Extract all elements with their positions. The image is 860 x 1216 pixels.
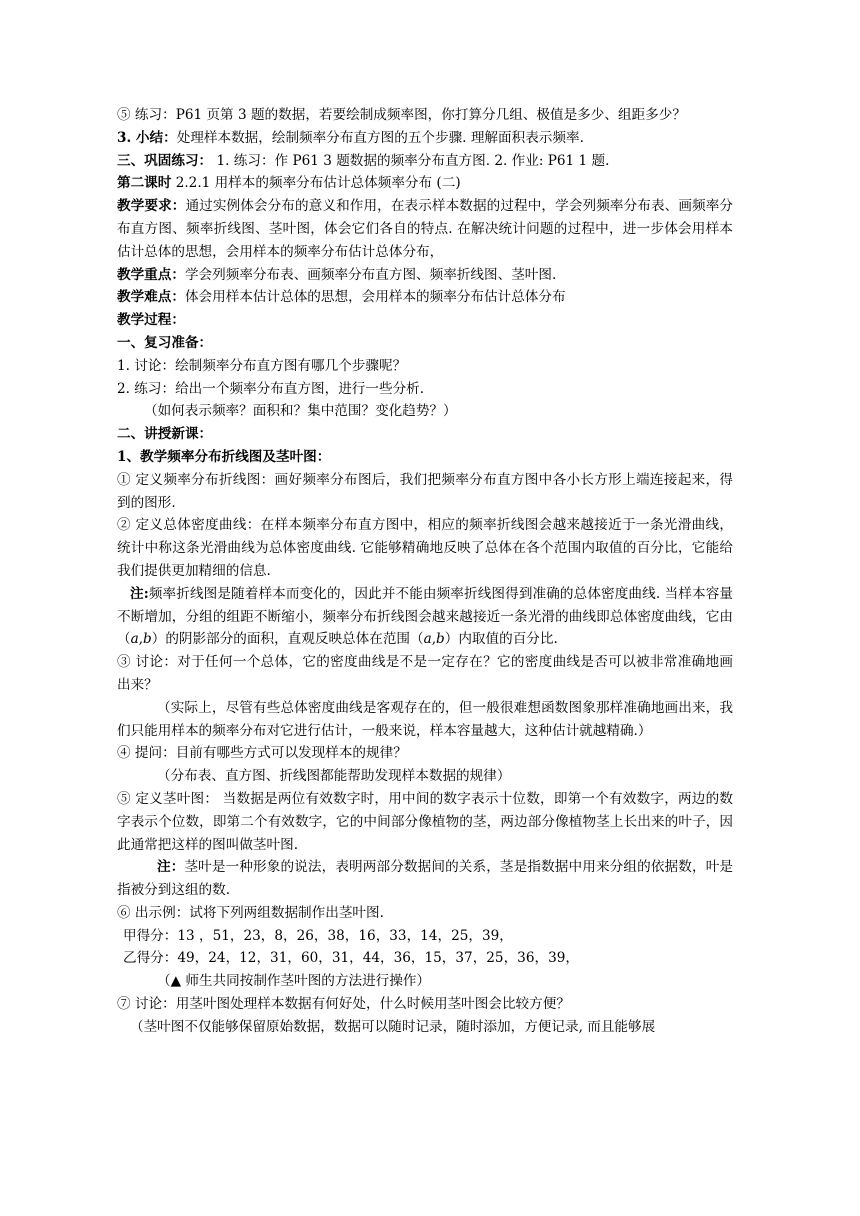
var-comma-2: , [431,631,437,648]
line-text: ② 定义总体密度曲线：在样本频率分布直方图中，相应的频率折线图会越来越接近于一条光滑曲线，统计中称这条光滑曲线为总体密度曲线. 它能够精确地反映了总体在各个范围内取值的百分比，它能给我们提供更加精细的信息. [117,517,733,579]
heading-label: 1、教学频率分布折线图及茎叶图： [117,448,331,465]
text-line-11 [117,400,733,423]
var-comma: , [138,631,144,648]
document-page [117,104,733,1039]
text-line-b-11 [117,1016,733,1039]
line-text: ④ 提问：目前有哪些方式可以发现样本的规律？ [117,745,407,762]
note-text-part1: 频率折线图是随着样本而变化的，因此并不能由频率折线图得到准确的总体密度曲线. 当样本容量不断增加，分组的组距不断缩小，频率分布折线图会越来越接近一条光滑的曲线即总体密度曲线，它由（ [117,585,733,648]
text-line-2 [117,150,733,173]
heading-label: 教学重点： [117,266,185,283]
line-text: （实际上，尽管有些总体密度曲线是客观存在的，但一般很难想函数图象那样准确地画出来，我们只能用样本的频率分布对它进行估计，一般来说，样本容量越大，这种估计就越精确.） [117,699,733,739]
text-line-b-2 [117,742,733,765]
text-line-b-0 [117,651,733,697]
text-line-14 [117,469,733,515]
var-b-2: b [436,631,445,648]
document-body-top [117,104,733,583]
line-text: 学会列频率分布表、画频率分布直方图、频率折线图、茎叶图. [184,266,557,283]
heading-label: 一、复习准备： [117,334,213,351]
text-line-12 [117,423,733,446]
line-text: 1. 讨论：绘制频率分布直方图有哪几个步骤呢？ [117,357,407,374]
line-text: 茎叶是一种形象的说法，表明两部分数据间的关系，茎是指数据中用来分组的依据数，叶是指被分到这组的数. [117,859,733,899]
text-line-0 [117,104,733,127]
text-line-3 [117,172,733,195]
document-body-bottom [117,651,733,1039]
text-line-1 [117,127,733,150]
text-line-9 [117,355,733,378]
line-text: （如何表示频率？面积和？集中范围？变化趋势？） [144,403,457,420]
line-text: ① 定义频率分布折线图：画好频率分布图后，我们把频率分布直方图中各小长方形上端连接起来，得到的图形. [117,471,733,511]
text-line-b-8 [117,947,733,970]
line-text: ⑤ 练习：P61 页第 3 题的数据，若要绘制成频率图，你打算分几组、极值是多少、组距多少？ [117,107,686,123]
heading-label: 教学要求： [117,198,186,215]
heading-label: 3. 小结： [117,129,177,146]
heading-label: 三、巩固练习： [117,152,213,169]
line-text: ⑤ 定义茎叶图： 当数据是两位有效数字时，用中间的数字表示十位数，即第一个有效数字，两边的数字表示个位数，即第二个有效数字，它的中间部分像植物的茎，两边部分像植物茎上长出来的叶子，因此通常把这样的图叫做茎叶图. [117,790,733,853]
line-text: （茎叶图不仅能够保留原始数据，数据可以随时记录，随时添加，方便记录, 而且能够展 [130,1018,656,1035]
text-line-b-4 [117,788,733,856]
text-line-15 [117,514,733,582]
text-line-10 [117,378,733,401]
line-text: 甲得分：13 ，51，23，8，26，38，16，33，14，25，39， [123,927,513,944]
note-text-part2: ）的阴影部分的面积，直观反映总体在范围（ [151,631,424,648]
line-text: （▲ 师生共同按制作茎叶图的方法进行操作） [157,973,431,990]
line-text: 乙得分：49，24，12，31，60，31，44，36，15，37，25，36，39， [123,950,579,967]
text-line-b-3 [117,765,733,788]
line-text: 2.2.1 用样本的频率分布估计总体频率分布 (二) [171,175,461,192]
text-line-4 [117,195,733,263]
line-text: ⑦ 讨论：用茎叶图处理样本数据有何好处，什么时候用茎叶图会比较方便？ [117,996,570,1013]
text-line-b-5 [117,856,733,902]
text-line-b-1 [117,697,733,743]
var-a-2: a [423,631,432,648]
line-text: 体会用样本估计总体的思想，会用样本的频率分布估计总体分布 [184,289,566,306]
note-label: 注: [130,585,149,602]
line-text: ③ 讨论：对于任何一个总体，它的密度曲线是不是一定存在？它的密度曲线是否可以被非常准确地画出来？ [117,654,733,693]
line-text: （分布表、直方图、折线图都能帮助发现样本数据的规律） [157,768,511,785]
heading-label: 教学难点： [117,289,185,306]
text-line-b-7 [117,925,733,948]
text-line-7 [117,309,733,332]
heading-label: 第二课时 [117,175,172,192]
line-text: ⑥ 出示例：试将下列两组数据制作出茎叶图. [117,904,384,921]
text-line-b-9 [117,970,733,993]
text-line-5 [117,264,733,287]
note-paragraph [117,583,733,651]
text-line-b-10 [117,993,733,1016]
note-text-part3: ）内取值的百分比. [444,631,558,648]
text-line-13 [117,446,733,469]
line-text: 处理样本数据，绘制频率分布直方图的五个步骤. 理解面积表示频率. [176,129,584,146]
heading-label: 二、讲授新课： [117,426,213,443]
var-a: a [130,631,139,648]
heading-label: 注： [157,859,185,876]
text-line-8 [117,332,733,355]
var-b: b [143,631,152,648]
text-line-b-6 [117,902,733,925]
text-line-6 [117,286,733,309]
line-text: 通过实例体会分布的意义和作用，在表示样本数据的过程中，学会列频率分布表、画频率分布直方图、频率折线图、茎叶图，体会它们各自的特点. 在解决统计问题的过程中，进一步体会用样本估计总体的思想，会用样本的频率分布估计总体分布， [117,198,734,260]
heading-label: 教学过程： [117,312,185,329]
line-text: 1. 练习：作 P61 3 题数据的频率分布直方图. 2. 作业: P61 1 题. [212,152,610,169]
line-text: 2. 练习：给出一个频率分布直方图，进行一些分析. [117,380,425,397]
